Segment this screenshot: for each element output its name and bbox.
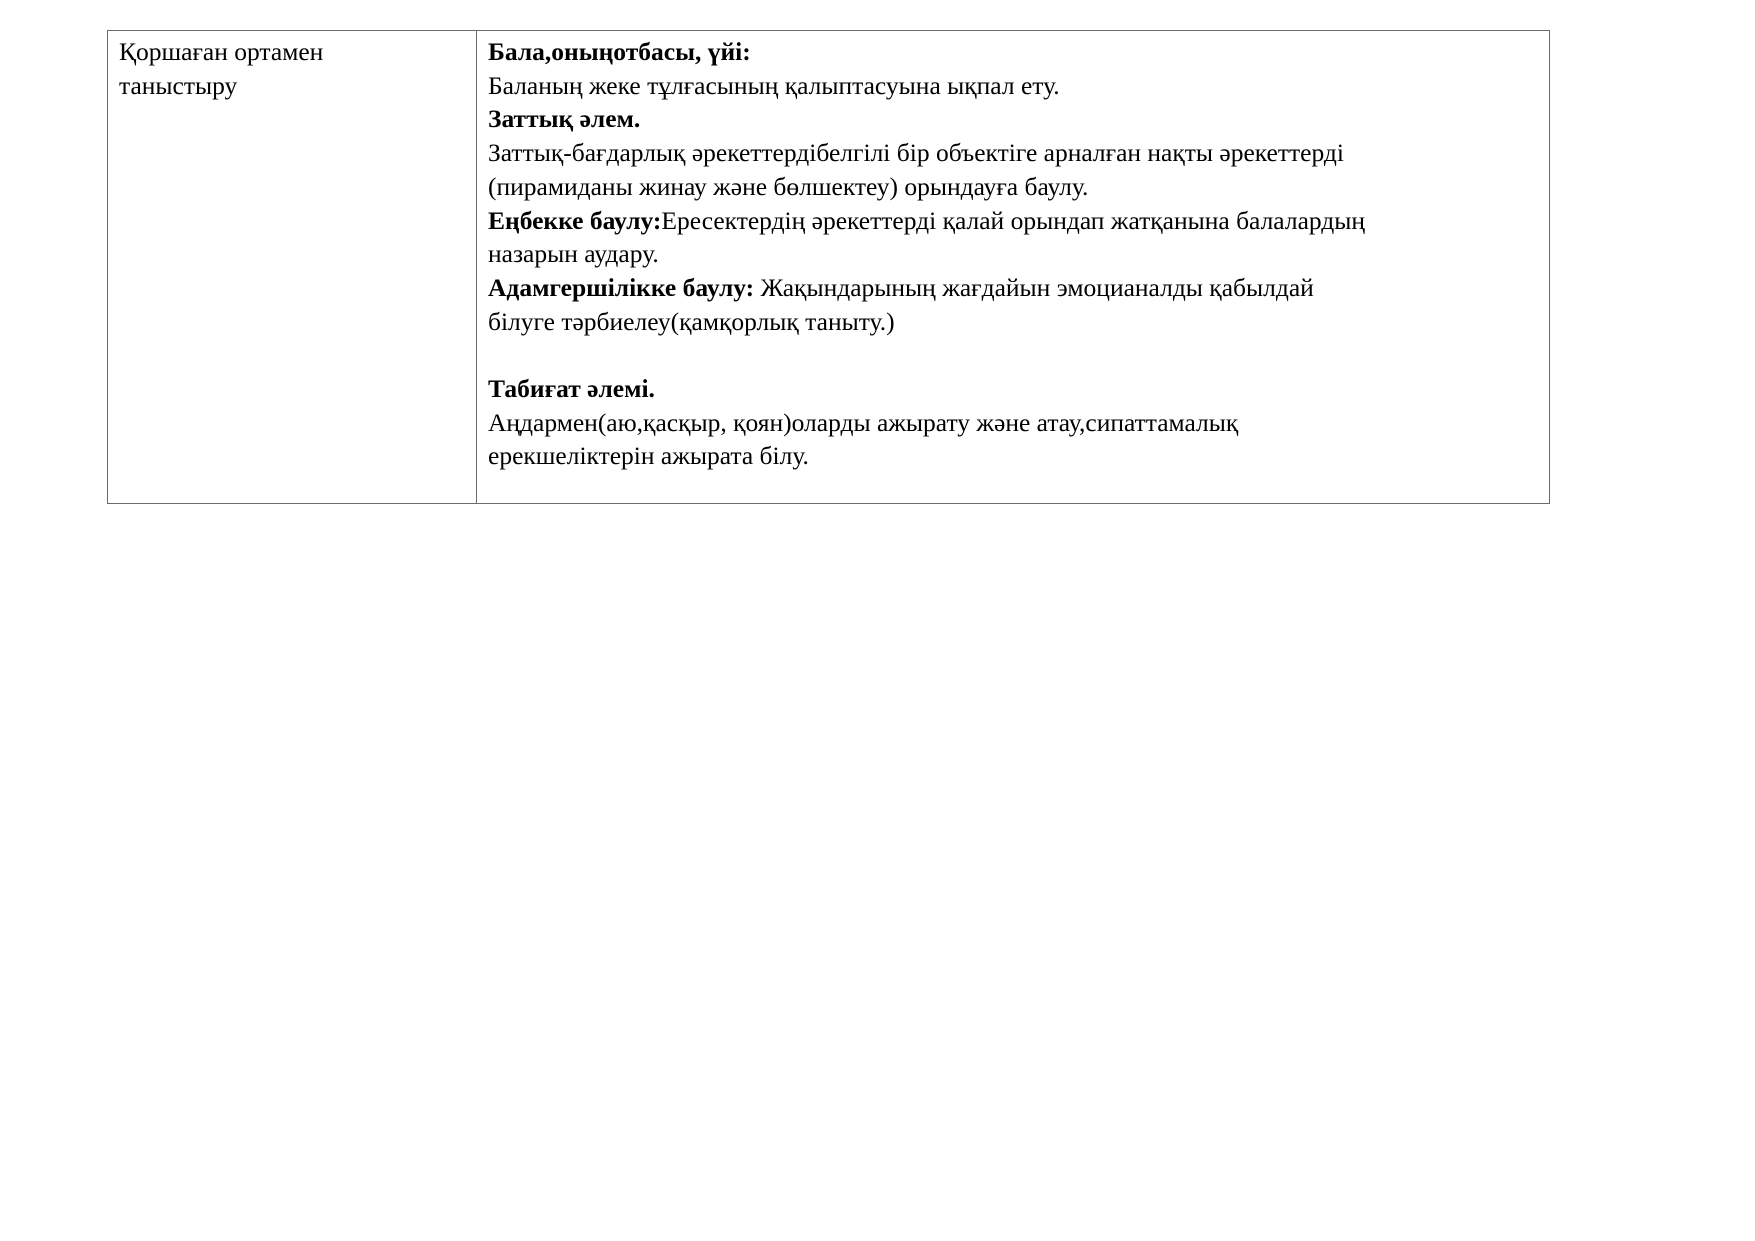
section-family-heading: Бала,оныңотбасы, үйі: [488,37,751,66]
section-morality-line-1 [488,271,1538,305]
content-cell [477,31,1550,504]
section-nature-text-line-1: Аңдармен(аю,қасқыр, қоян)оларды ажырату және атау,сипаттамалық [488,407,1239,437]
section-labor-text: Ересектердің әрекеттерді қалай орындап жатқанына балалардың [661,205,1366,235]
section-objects-text-line-1: Заттық-бағдарлық әрекеттердібелгілі бір объектіге арналған нақты әрекеттерді [488,138,1344,168]
curriculum-table [107,30,1550,504]
table-row [108,31,1550,504]
section-labor-line-2: назарын аудару. [488,239,659,269]
section-morality-line-2: білуге тәрбиелеу(қамқорлық таныту.) [488,306,895,336]
section-objects-heading: Заттық әлем. [488,104,641,134]
section-nature-text-line-2: ерекшеліктерін ажырата білу. [488,441,809,471]
section-morality-text: Жақындарының жағдайын эмоцианалды қабылдай [754,272,1314,302]
section-morality-label: Адамгершілікке баулу: [488,272,755,302]
section-nature-heading: Табиғат әлемі. [488,374,655,404]
section-labor-label: Еңбекке баулу: [488,205,662,235]
subject-title-line-2: таныстыру [119,70,238,100]
subject-cell [108,31,477,504]
subject-title-line-1: Қоршаған ортамен [119,37,324,66]
section-labor-line-1 [488,204,1538,238]
section-family-text: Баланың жеке тұлғасының қалыптасуына ықпал ету. [488,70,1060,100]
section-objects-text-line-2: (пирамиданы жинау және бөлшектеу) орындауға баулу. [488,171,1089,201]
blank-line [488,338,1538,372]
